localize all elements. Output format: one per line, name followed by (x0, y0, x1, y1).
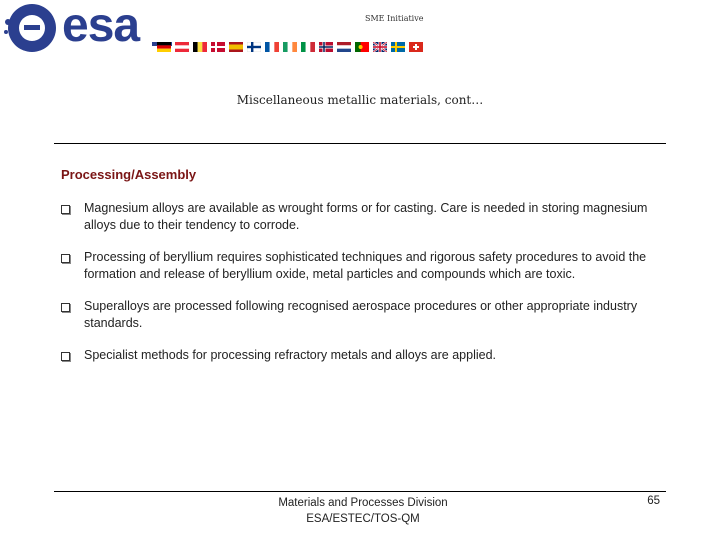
title-divider (54, 143, 666, 144)
flag-norway-icon (319, 42, 333, 52)
footer-division: Materials and Processes Division (278, 497, 448, 509)
bullet-text: Magnesium alloys are available as wrought forms or for casting. Care is needed in storing magnesium alloys due to their tendency to corrode. (84, 201, 648, 232)
flag-ireland-icon (283, 42, 297, 52)
flag-spain-icon (229, 42, 243, 52)
footer-department: ESA/ESTEC/TOS-QM (306, 513, 420, 525)
bullet-item (61, 347, 651, 364)
flag-switzerland-icon (409, 42, 423, 52)
slide-title: Miscellaneous metallic materials, cont… (236, 93, 484, 107)
esa-logo (2, 2, 162, 54)
flag-netherlands-icon (337, 42, 351, 52)
initiative-label: SME Initiative (365, 14, 424, 23)
member-state-flags (157, 42, 423, 52)
flag-finland-icon (247, 42, 261, 52)
bullet-item (61, 249, 651, 283)
page-number: 65 (647, 495, 660, 507)
footer-divider (54, 491, 666, 492)
checkbox-bullet-icon (61, 303, 70, 312)
flag-united-kingdom-icon (373, 42, 387, 52)
flag-france-icon (265, 42, 279, 52)
bullet-text: Specialist methods for processing refractory metals and alloys are applied. (84, 348, 497, 362)
bullet-list (61, 200, 651, 364)
flag-denmark-icon (211, 42, 225, 52)
flag-sweden-icon (391, 42, 405, 52)
bullet-text: Superalloys are processed following recognised aerospace procedures or other appropriate industry standards. (84, 299, 638, 330)
bullet-item (61, 200, 651, 234)
checkbox-bullet-icon (61, 352, 70, 361)
section-heading: Processing/Assembly (61, 167, 197, 182)
flag-austria-icon (175, 42, 189, 52)
footer (250, 495, 476, 527)
esa-logo-mark-icon (2, 2, 56, 54)
bullet-item (61, 298, 651, 332)
checkbox-bullet-icon (61, 205, 70, 214)
flag-belgium-icon (193, 42, 207, 52)
checkbox-bullet-icon (61, 254, 70, 263)
flag-portugal-icon (355, 42, 369, 52)
bullet-text: Processing of beryllium requires sophisticated techniques and rigorous safety procedures to avoid the formation and release of beryllium oxide, metal particles and compounds which are toxic. (84, 250, 647, 281)
flag-germany-icon (157, 42, 171, 52)
flag-italy-icon (301, 42, 315, 52)
esa-logo-text: esa (62, 0, 140, 52)
